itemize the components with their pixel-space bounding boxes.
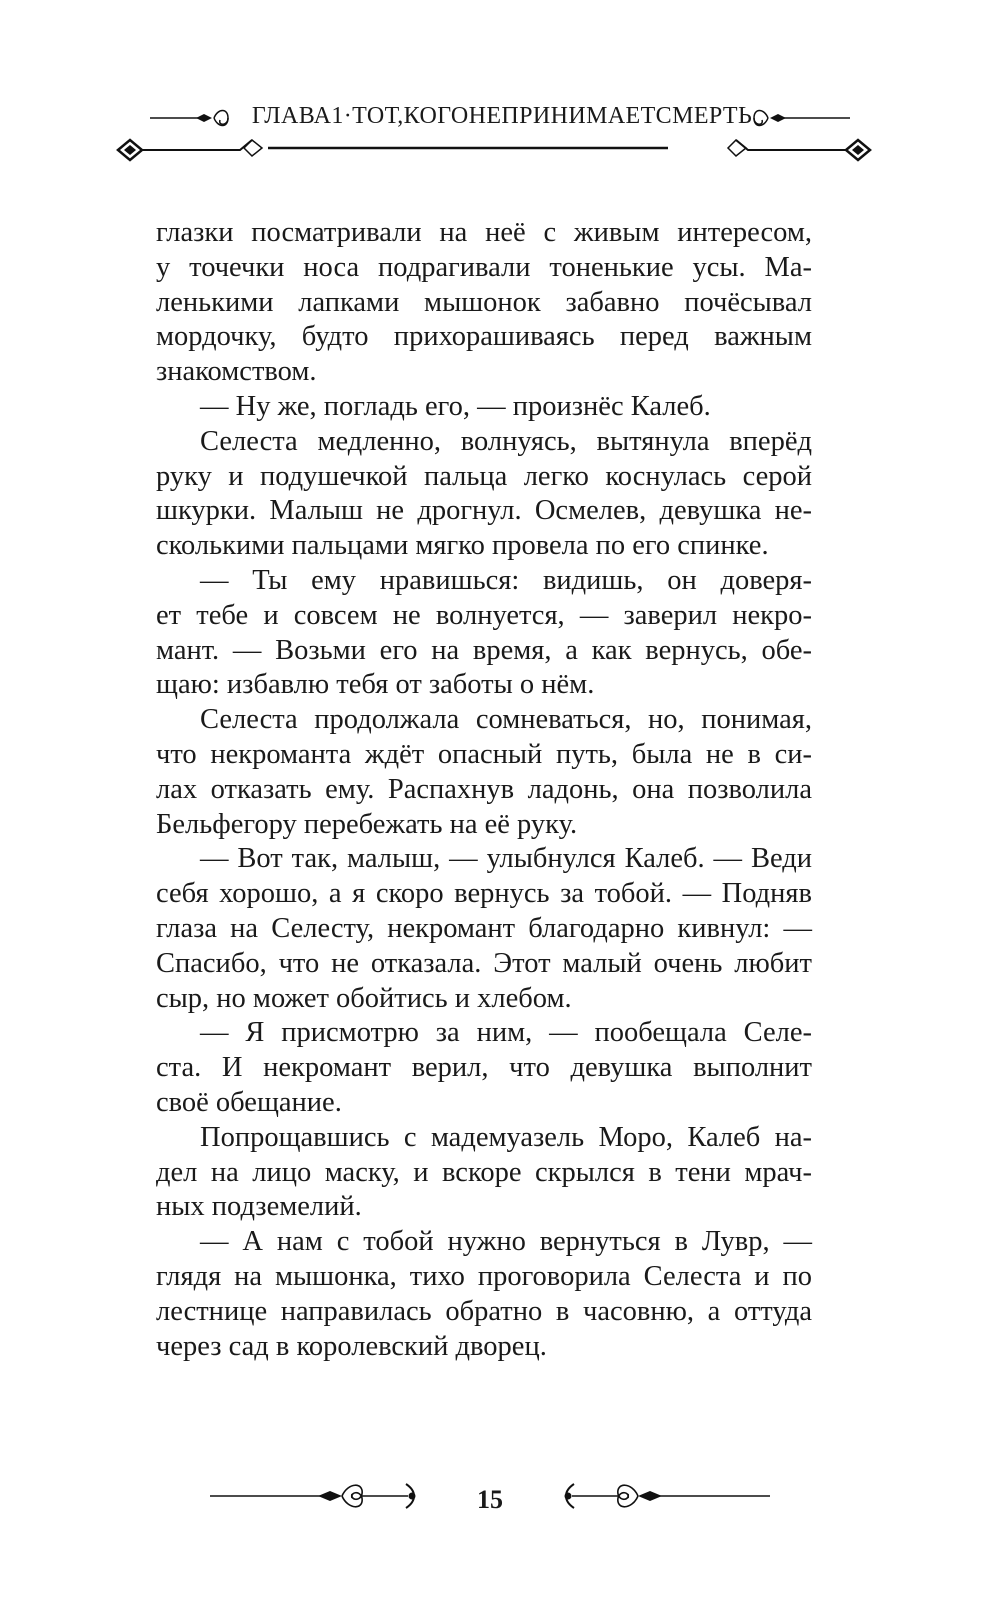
- text-line: знакомством.: [156, 356, 317, 388]
- page-header: [0, 0, 1000, 200]
- running-title: ГЛАВА1·ТОТ,КОГОНЕПРИНИМАЕТСМЕРТЬ: [251, 103, 753, 129]
- text-line: глаза на Селесту, некромант благодарно кивнул: —: [156, 912, 812, 944]
- page-number: 15: [477, 1485, 503, 1514]
- text-line: — Вот так, малыш, — улыбнулся Калеб. — Веди: [200, 843, 812, 875]
- text-line: ет тебе и совсем не волнуется, — заверил некро-: [156, 599, 812, 631]
- text-line: щаю: избавлю тебя от заботы о нём.: [156, 669, 595, 701]
- text-line: Попрощавшись с мадемуазель Моро, Калеб на-: [200, 1121, 812, 1153]
- text-line: сыр, но может обойтись и хлебом.: [156, 982, 572, 1014]
- text-line: Селеста продолжала сомневаться, но, понимая,: [200, 704, 812, 736]
- text-line: лестнице направилась обратно в часовню, а оттуда: [156, 1295, 812, 1327]
- text-line: что некроманта ждёт опасный путь, была не в си-: [156, 738, 812, 770]
- text-line: — Ну же, погладь его, — произнёс Калеб.: [200, 390, 711, 422]
- text-line: глазки посматривали на неё с живым интересом,: [156, 217, 812, 248]
- text-line: мант. — Возьми его на время, а как вернусь, обе-: [156, 634, 812, 666]
- text-line: шкурки. Малыш не дрогнул. Осмелев, девушка не-: [156, 495, 812, 527]
- text-line: — Ты ему нравишься: видишь, он доверя-: [200, 564, 812, 596]
- text-line: мордочку, будто прихорашиваясь перед важным: [156, 321, 812, 353]
- text-line: у точечки носа подрагивали тоненькие усы. Ма-: [156, 251, 812, 283]
- text-line: Селеста медленно, волнуясь, вытянула вперёд: [200, 425, 812, 457]
- header-ornament: [0, 0, 1000, 200]
- text-line: ных подземелий.: [156, 1191, 362, 1223]
- text-line: своё обещание.: [156, 1086, 342, 1118]
- text-line: — А нам с тобой нужно вернуться в Лувр, —: [200, 1226, 812, 1258]
- text-line: руку и подушечкой пальца легко коснулась серой: [156, 460, 812, 492]
- text-line: — Я присмотрю за ним, — пообещала Селе-: [200, 1017, 812, 1049]
- text-line: ленькими лапками мышонок забавно почёсывал: [156, 286, 812, 318]
- text-line: лах отказать ему. Распахнув ладонь, она позволила: [156, 773, 812, 805]
- text-line: Спасибо, что не отказала. Этот малый очень любит: [156, 947, 812, 979]
- text-line: дел на лицо маску, и вскоре скрылся в тени мрач-: [156, 1156, 812, 1188]
- text-line: глядя на мышонка, тихо проговорила Селеста и по: [156, 1260, 812, 1292]
- text-line: сколькими пальцами мягко провела по его спинке.: [156, 530, 769, 562]
- body-text: [156, 216, 812, 1364]
- text-line: Бельфегору перебежать на её руку.: [156, 808, 578, 840]
- text-line: ста. И некромант верил, что девушка выполнит: [156, 1052, 812, 1084]
- text-line: себя хорошо, а я скоро вернусь за тобой. — Подняв: [156, 878, 812, 910]
- text-line: через сад в королевский дворец.: [156, 1330, 547, 1362]
